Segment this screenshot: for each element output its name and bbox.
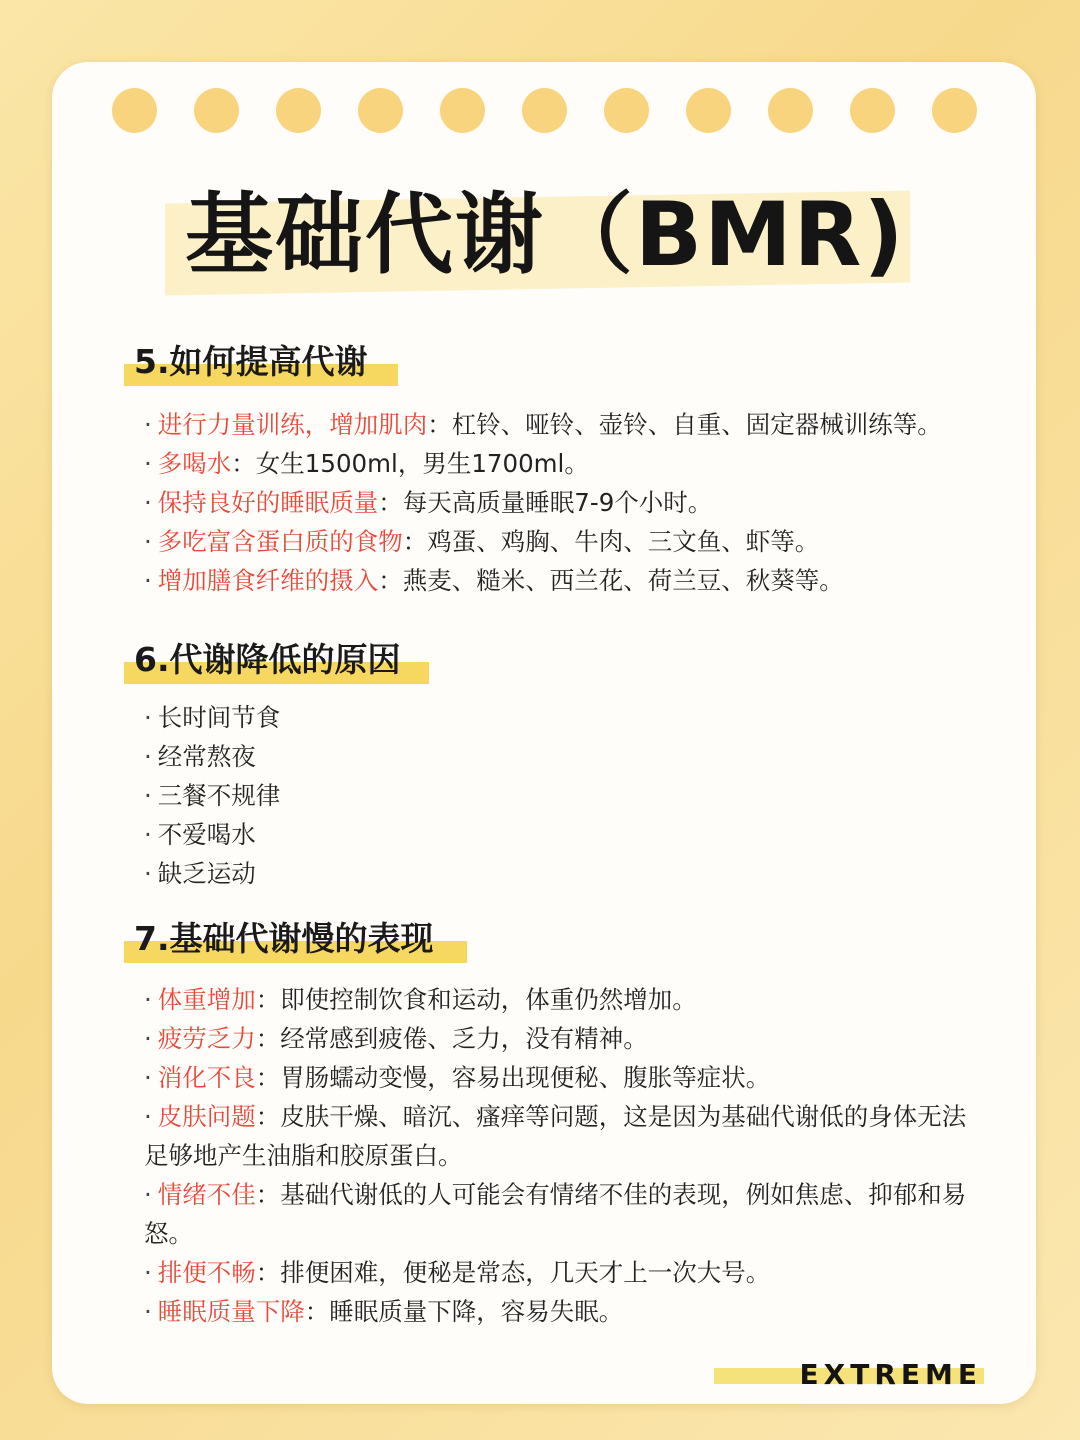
item-text: 基础代谢低的人可能会有情绪不佳的表现，例如焦虑、抑郁和易怒。 (144, 1180, 967, 1248)
bullet: · (144, 781, 152, 810)
item-separator: ： (255, 1102, 281, 1131)
bullet: · (144, 985, 152, 1014)
title-block (165, 165, 920, 295)
bullet: · (144, 820, 152, 849)
item-text: 经常感到疲倦、乏力，没有精神。 (280, 1024, 648, 1053)
binder-hole (440, 88, 485, 133)
binder-hole (604, 88, 649, 133)
item-separator: ： (378, 488, 403, 517)
list-item (144, 1292, 979, 1331)
bullet: · (144, 1297, 152, 1326)
binder-holes (112, 88, 977, 133)
item-separator: ： (255, 1024, 281, 1053)
item-keyword: 排便不畅 (157, 1258, 256, 1287)
item-keyword: 消化不良 (157, 1063, 256, 1092)
section-5-title: 5.如何提高代谢 (134, 342, 368, 381)
item-keyword: 情绪不佳 (157, 1180, 256, 1209)
item-text: 每天高质量睡眠7-9个小时。 (402, 488, 713, 517)
binder-hole (358, 88, 403, 133)
list-item (144, 483, 994, 522)
bullet: · (144, 1180, 152, 1209)
item-text: 缺乏运动 (157, 859, 256, 888)
list-item (144, 854, 994, 893)
list-item (144, 698, 994, 737)
item-separator: ： (231, 449, 256, 478)
section-6-header (124, 634, 401, 690)
binder-hole (932, 88, 977, 133)
section-5-header (124, 336, 368, 392)
bullet: · (144, 488, 152, 517)
item-keyword: 疲劳乏力 (157, 1024, 256, 1053)
item-keyword: 保持良好的睡眠质量 (157, 488, 379, 517)
section-5-list (144, 405, 994, 600)
binder-hole (194, 88, 239, 133)
list-item (144, 815, 994, 854)
section-7-list (144, 980, 979, 1331)
bullet: · (144, 410, 152, 439)
section-7-header (124, 913, 434, 969)
list-item (144, 1097, 979, 1175)
bullet: · (144, 859, 152, 888)
bullet: · (144, 1102, 152, 1131)
item-separator: ： (255, 1258, 281, 1287)
list-item (144, 980, 979, 1019)
binder-hole (112, 88, 157, 133)
list-item (144, 1058, 979, 1097)
binder-hole (768, 88, 813, 133)
item-text: 三餐不规律 (157, 781, 281, 810)
item-keyword: 增加膳食纤维的摄入 (157, 566, 379, 595)
item-text: 燕麦、糙米、西兰花、荷兰豆、秋葵等。 (402, 566, 844, 595)
list-item (144, 1019, 979, 1058)
item-keyword: 体重增加 (157, 985, 256, 1014)
item-text: 胃肠蠕动变慢，容易出现便秘、腹胀等症状。 (280, 1063, 771, 1092)
item-text: 经常熬夜 (157, 742, 256, 771)
binder-hole (276, 88, 321, 133)
section-7-title: 7.基础代谢慢的表现 (134, 919, 434, 958)
list-item (144, 405, 994, 444)
brand-logo: EXTREME (799, 1358, 982, 1391)
list-item (144, 522, 994, 561)
item-keyword: 多吃富含蛋白质的食物 (157, 527, 403, 556)
list-item (144, 561, 994, 600)
item-text: 不爱喝水 (157, 820, 256, 849)
section-6-list (144, 698, 994, 893)
item-separator: ： (255, 985, 281, 1014)
binder-hole (522, 88, 567, 133)
bullet: · (144, 527, 152, 556)
item-text: 长时间节食 (157, 703, 281, 732)
binder-hole (850, 88, 895, 133)
item-separator: ： (427, 410, 452, 439)
item-keyword: 皮肤问题 (157, 1102, 256, 1131)
list-item (144, 444, 994, 483)
item-text: 皮肤干燥、暗沉、瘙痒等问题，这是因为基础代谢低的身体无法足够地产生油脂和胶原蛋白。 (144, 1102, 967, 1170)
bullet: · (144, 1258, 152, 1287)
binder-hole (686, 88, 731, 133)
item-text: 排便困难，便秘是常态，几天才上一次大号。 (280, 1258, 771, 1287)
list-item (144, 737, 994, 776)
page-title: 基础代谢（BMR) (185, 183, 906, 286)
item-keyword: 多喝水 (157, 449, 232, 478)
bullet: · (144, 703, 152, 732)
item-keyword: 进行力量训练，增加肌肉 (157, 410, 428, 439)
item-text: 女生1500ml，男生1700ml。 (255, 449, 589, 478)
item-separator: ： (378, 566, 403, 595)
item-separator: ： (304, 1297, 330, 1326)
bullet: · (144, 1024, 152, 1053)
bullet: · (144, 742, 152, 771)
item-text: 鸡蛋、鸡胸、牛肉、三文鱼、虾等。 (427, 527, 820, 556)
item-text: 睡眠质量下降，容易失眠。 (329, 1297, 624, 1326)
item-separator: ： (255, 1180, 281, 1209)
section-6-title: 6.代谢降低的原因 (134, 640, 401, 679)
item-text: 即使控制饮食和运动，体重仍然增加。 (280, 985, 697, 1014)
item-separator: ： (402, 527, 428, 556)
item-keyword: 睡眠质量下降 (157, 1297, 305, 1326)
item-separator: ： (255, 1063, 281, 1092)
bullet: · (144, 566, 152, 595)
bullet: · (144, 449, 152, 478)
list-item (144, 1175, 979, 1253)
bullet: · (144, 1063, 152, 1092)
item-text: 杠铃、哑铃、壶铃、自重、固定器械训练等。 (451, 410, 942, 439)
list-item (144, 1253, 979, 1292)
list-item (144, 776, 994, 815)
